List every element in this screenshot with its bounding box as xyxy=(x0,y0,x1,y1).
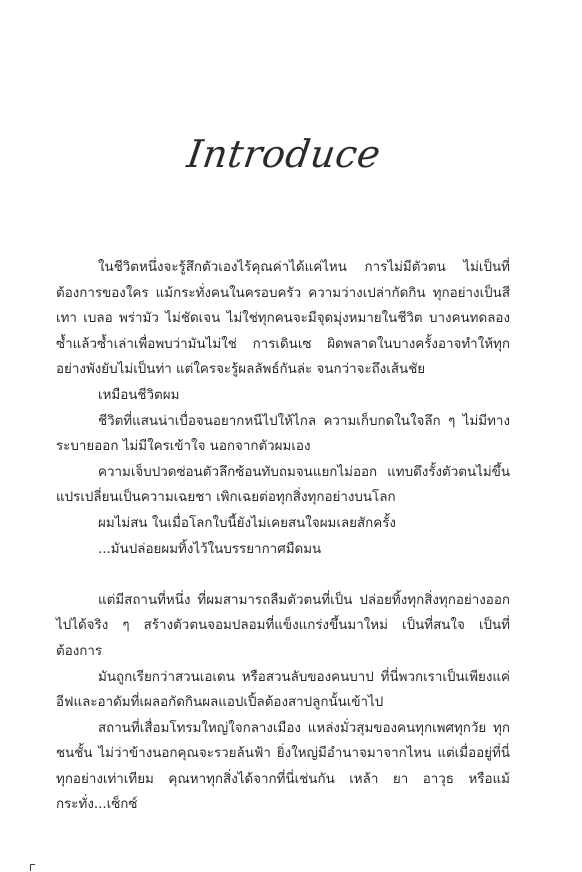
paragraph: มันถูกเรียกว่าสวนเอเดน หรือสวนลับของคนบาป ที่นี่พวกเราเป็นเพียงแค่อีฟและอาดัมที่เผลอกัดกินผลแอปเปิ้ลต้องสาปลูกนั้นเข้าไป xyxy=(56,669,510,711)
chapter-heading: Introduce xyxy=(184,132,384,176)
paragraph: ในชีวิตหนึ่งจะรู้สึกตัวเองไร้คุณค่าได้แค่ไหน การไม่มีตัวตน ไม่เป็นที่ต้องการของใคร แม้กระทั่งคนในครอบครัว ความว่างเปล่ากัดกิน ทุกอย่างเป็นสีเทา เบลอ พร่ามัว ไม่ชัดเจน ไม่ใช่ทุกคนจะมีจุดมุ่งหมายในชีวิต บางคนทดลองซ้ำแล้วซ้ำเล่าเพื่อพบว่ามันไม่ใช่ การเดินเซ ผิดพลาดในบางครั้งอาจทำให้ทุกอย่างพังยับไม่เป็นท่า แต่ใครจะรู้ผลลัพธ์กันล่ะ จนกว่าจะถึงเส้นชัย xyxy=(56,260,510,378)
paragraph: สถานที่เสื่อมโทรมใหญ่ใจกลางเมือง แหล่งมั่วสุมของคนทุกเพศทุกวัย ทุกชนชั้น ไม่ว่าข้างนอกคุณจะรวยล้นฟ้า ยิ่งใหญ่มีอำนาจมาจากไหน แต่เมื่ออยู่ที่นี่ทุกอย่างเท่าเทียม คุณหาทุกสิ่งได้จากที่นี่เช่นกัน เหล้า ยา อาวุธ หรือแม้กระทั่ง...เซ็กซ์ xyxy=(56,720,510,813)
paragraph: เหมือนชีวิตผม xyxy=(98,387,180,403)
paragraph: ชีวิตที่แสนน่าเบื่อจนอยากหนีไปให้ไกล ความเก็บกดในใจลึก ๆ ไม่มีทางระบายออก ไม่มีใครเข้าใจ นอกจากตัวผมเอง xyxy=(56,413,510,455)
paragraph: ...มันปล่อยผมทิ้งไว้ในบรรยากาศมืดมน xyxy=(98,541,322,557)
paragraph: แต่มีสถานที่หนึ่ง ที่ผมสามารถลืมตัวตนที่เป็น ปล่อยทิ้งทุกสิ่งทุกอย่างออกไปได้จริง ๆ สร้างตัวตนจอมปลอมที่แข็งแกร่งขึ้นมาใหม่ เป็นที่สนใจ เป็นที่ต้องการ xyxy=(56,592,510,659)
chapter-body xyxy=(56,255,510,818)
paragraph: ผมไม่สน ในเมื่อโลกใบนี้ยังไม่เคยสนใจผมเลยสักครั้ง xyxy=(98,515,396,531)
crop-mark xyxy=(30,864,35,871)
paragraph: ความเจ็บปวดซ่อนตัวลึกซ้อนทับถมจนแยกไม่ออก แทบดึงรั้งตัวตนไม่ขึ้น แปรเปลี่ยนเป็นความเฉยชา เพิกเฉยต่อทุกสิ่งทุกอย่างบนโลก xyxy=(56,464,510,506)
